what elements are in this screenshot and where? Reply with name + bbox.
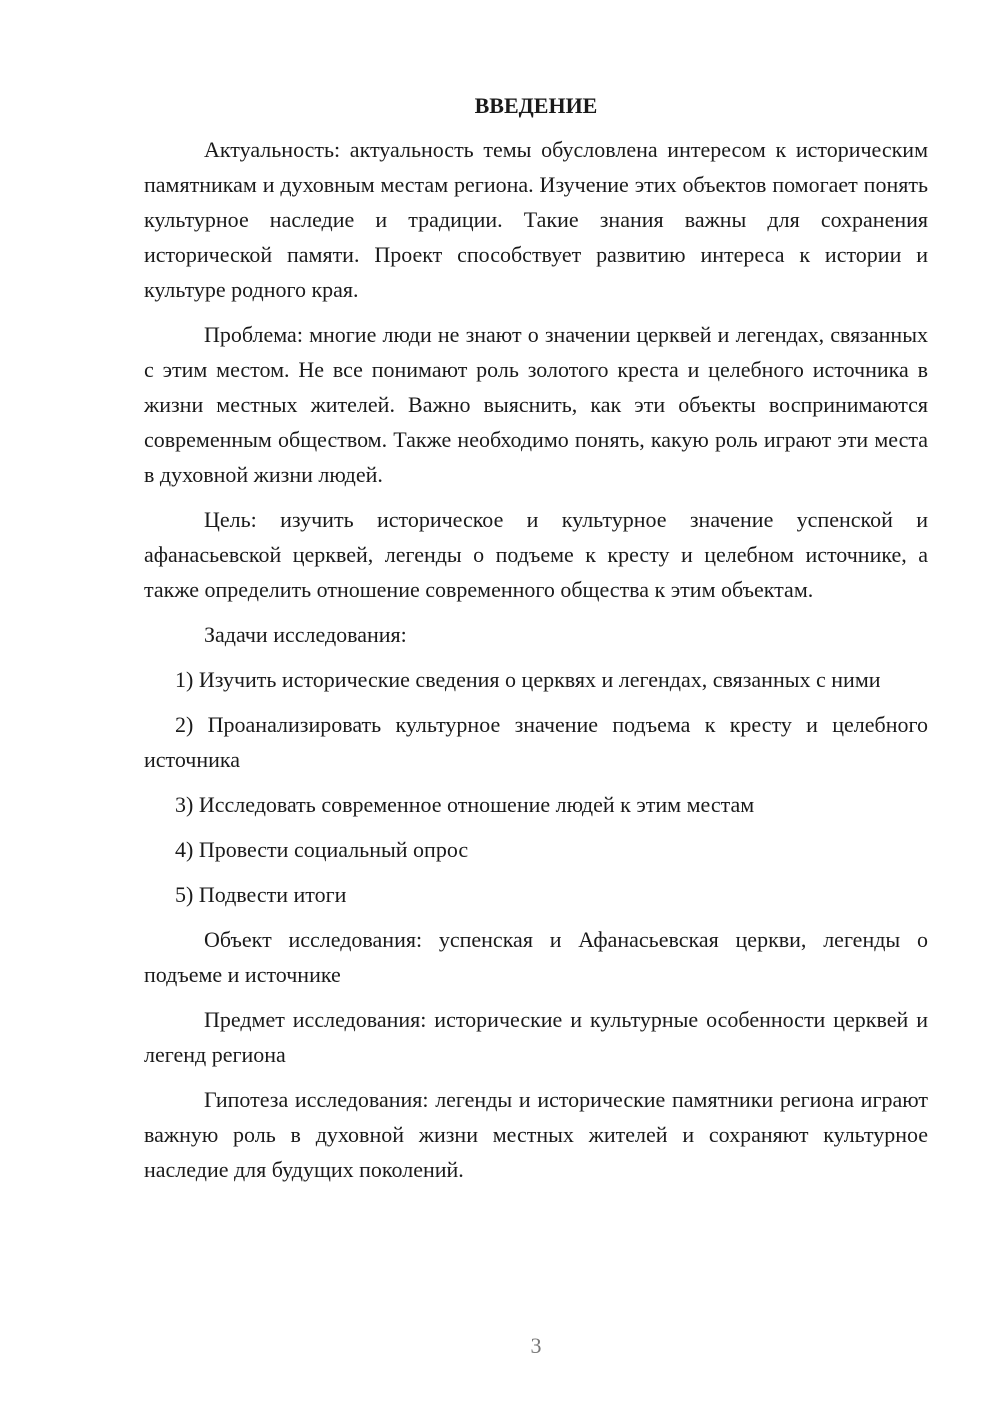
paragraph-problem: Проблема: многие люди не знают о значении церквей и легендах, связанных с этим местом. Не все понимают роль золотого креста и целебного источника в жизни местных жителей. Важно выяснить, как эти объекты воспринимаются современным обществом. Также необходимо понять, какую роль играют эти места в духовной жизни людей. bbox=[144, 322, 928, 487]
document-page bbox=[144, 92, 928, 1197]
paragraph-hypothesis: Гипотеза исследования: легенды и исторические памятники региона играют важную роль в духовной жизни местных жителей и сохраняют культурное наследие для будущих поколений. bbox=[144, 1087, 928, 1182]
task-item: 2) Проанализировать культурное значение подъема к кресту и целебного источника bbox=[144, 712, 928, 772]
paragraph-relevance: Актуальность: актуальность темы обусловлена интересом к историческим памятникам и духовным местам региона. Изучение этих объектов помогает понять культурное наследие и традиции. Такие знания важны для сохранения исторической памяти. Проект способствует развитию интереса к истории и культуре родного края. bbox=[144, 137, 928, 302]
page-number: 3 bbox=[530, 1333, 542, 1358]
task-item: 1) Изучить исторические сведения о церквях и легендах, связанных с ними bbox=[175, 667, 881, 692]
paragraph-subject: Предмет исследования: исторические и культурные особенности церквей и легенд региона bbox=[144, 1007, 928, 1067]
task-item: 3) Исследовать современное отношение людей к этим местам bbox=[175, 792, 755, 817]
task-item: 4) Провести социальный опрос bbox=[175, 837, 469, 862]
paragraph-goal: Цель: изучить историческое и культурное значение успенской и афанасьевской церквей, легенды о подъеме к кресту и целебном источнике, а также определить отношение современного общества к этим объектам. bbox=[144, 507, 928, 602]
page-title: ВВЕДЕНИЕ bbox=[474, 93, 598, 118]
tasks-list bbox=[144, 662, 928, 912]
paragraph-object: Объект исследования: успенская и Афанасьевская церкви, легенды о подъеме и источнике bbox=[144, 927, 928, 987]
task-item: 5) Подвести итоги bbox=[175, 882, 347, 907]
tasks-heading: Задачи исследования: bbox=[204, 622, 407, 647]
